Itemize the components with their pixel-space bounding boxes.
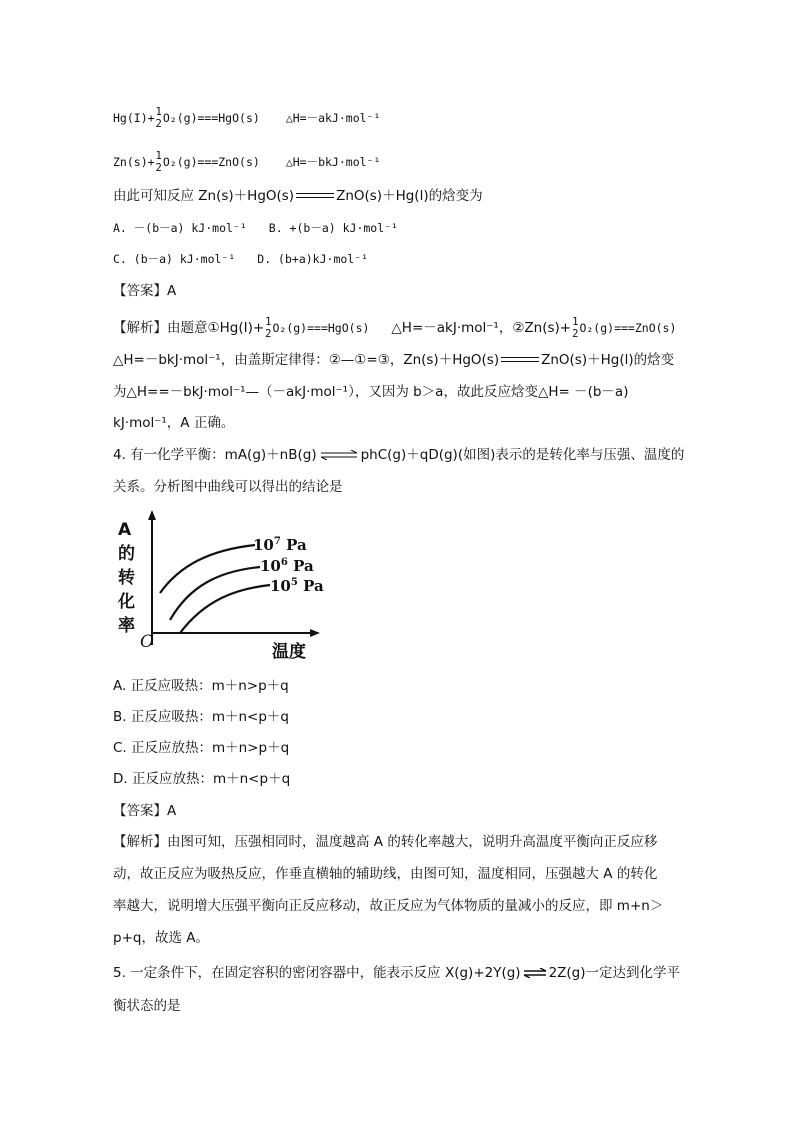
y-axis-label-char: 转: [118, 568, 135, 588]
eq1-rhs: O₂(g)===HgO(s): [162, 111, 260, 125]
q4-option-a: A. 正反应吸热：m＋n>p＋q: [113, 678, 289, 694]
q4-option-c: C. 正反应放热：m＋n>p＋q: [113, 740, 290, 756]
equals-arrow-icon: [501, 356, 539, 364]
conversion-temperature-chart: [110, 505, 350, 660]
q3-explanation-line4: kJ·mol⁻¹，A 正确。: [113, 415, 235, 431]
series-label-1e7-pa: $10^7$ Pa: [253, 536, 307, 554]
eq1-lhs: Hg(I)+: [113, 111, 155, 125]
eq2-enthalpy: △H=－bkJ·mol⁻¹: [285, 155, 381, 169]
y-axis-label: [117, 520, 135, 636]
y-axis-label-char: A: [118, 520, 132, 540]
series-label-1e5-pa: $10^5$ Pa: [270, 577, 324, 595]
q4-stem-line2: 关系。分析图中曲线可以得出的结论是: [113, 479, 343, 495]
q3-option-b: B. +(b－a) kJ·mol⁻¹: [268, 221, 398, 235]
q3-option-d: D. (b+a)kJ·mol⁻¹: [257, 252, 369, 266]
series-curve-1e6-pa: [170, 567, 260, 620]
x-axis-arrow-icon: [310, 629, 320, 637]
q4-option-d: D. 正反应放热：m＋n<p＋q: [113, 771, 291, 787]
equilibrium-arrow-icon: [319, 450, 359, 460]
q4-explanation-line4: p+q，故选 A。: [113, 930, 209, 946]
eq2-lhs: Zn(s)+: [113, 155, 155, 169]
y-axis-label-char: 化: [118, 592, 135, 612]
q3-explanation-line2: △H=－bkJ·mol⁻¹，由盖斯定律得：②—①=③，Zn(s)＋HgO(s) ZnO(s)＋Hg(l)的焓变: [113, 352, 675, 368]
q5-stem-line1: 5. 一定条件下，在固定容积的密闭容器中，能表示反应 X(g)+2Y(g) 2Z(g)一定达到化学平: [113, 965, 681, 981]
q4-explanation-line2: 动，故正反应为吸热反应，作垂直横轴的辅助线，由图可知，温度相同，压强越大 A 的转化: [113, 866, 658, 882]
q5-stem-line2: 衡状态的是: [113, 998, 181, 1014]
y-axis-arrow-icon: [148, 510, 156, 520]
y-axis-label-char: 率: [118, 616, 135, 636]
q4-explanation-line3: 率越大，说明增大压强平衡向正反应移动，故正反应为气体物质的量减小的反应，即 m+n＞: [113, 898, 664, 914]
q4-stem-line1: 4. 有一化学平衡：mA(g)＋nB(g) phC(g)＋qD(g)(如图)表示的是转化率与压强、温度的: [113, 447, 685, 463]
eq2-fraction: 1 2: [155, 150, 162, 174]
equation-zno: [113, 150, 380, 174]
series-label-1e6-pa: $10^6$ Pa: [260, 557, 314, 575]
q3-options-ab: [113, 219, 398, 237]
q3-explanation-line1: 【解析】由题意①Hg(I)+ 1 2 O₂(g)===HgO(s) △H=－akJ·mol⁻¹，②Zn(s)+ 1 2 O₂(g)===ZnO(s): [113, 316, 677, 340]
q3-answer: 【答案】A: [113, 283, 177, 299]
q3-option-c: C. (b－a) kJ·mol⁻¹: [113, 252, 236, 266]
q3-explanation-line3: 为△H==－bkJ·mol⁻¹—（－akJ·mol⁻¹），又因为 b＞a，故此反应焓变△H= －(b－a): [113, 384, 629, 400]
q3-option-a: A. －(b－a) kJ·mol⁻¹: [113, 221, 247, 235]
eq2-rhs: O₂(g)===ZnO(s): [162, 155, 260, 169]
equilibrium-arrow-icon: [523, 968, 547, 978]
q4-option-b: B. 正反应吸热：m＋n<p＋q: [113, 709, 290, 725]
eq1-fraction: 1 2: [155, 106, 162, 130]
eq1-enthalpy: △H=－akJ·mol⁻¹: [285, 111, 381, 125]
q3-stem: 由此可知反应 Zn(s)＋HgO(s) ZnO(s)＋Hg(l)的焓变为: [113, 188, 483, 204]
equation-hgo: [113, 106, 380, 130]
equals-arrow-icon: [296, 192, 334, 200]
q4-answer: 【答案】A: [113, 803, 177, 819]
origin-label: O: [140, 632, 154, 652]
q4-explanation-line1: 【解析】由图可知，压强相同时，温度越高 A 的转化率越大，说明升高温度平衡向正反应移: [113, 834, 658, 850]
y-axis-label-char: 的: [118, 544, 135, 564]
x-axis-label: 温度: [272, 642, 306, 660]
q3-options-cd: [113, 250, 368, 268]
